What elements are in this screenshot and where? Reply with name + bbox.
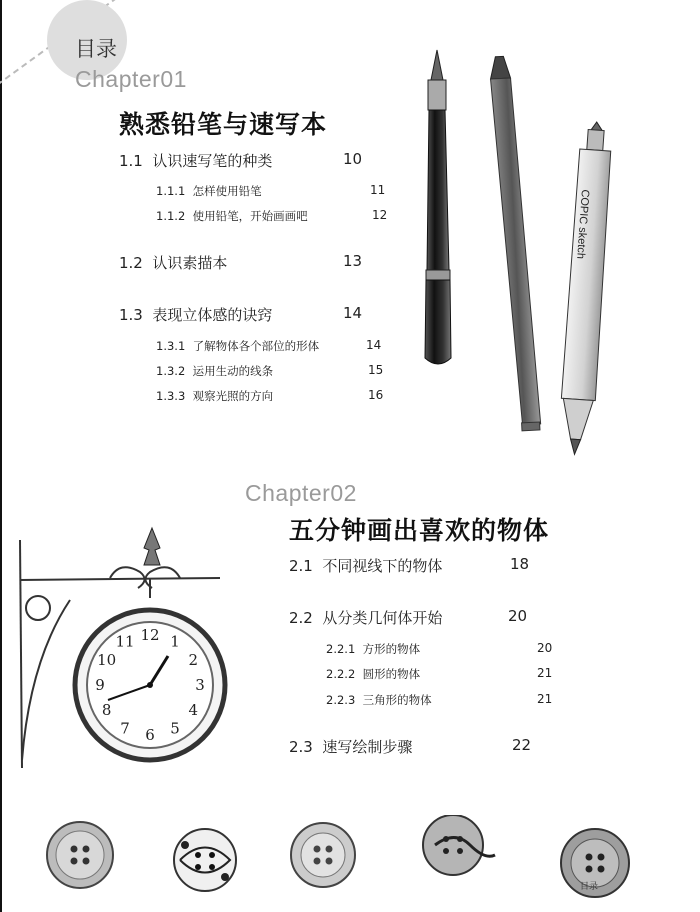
toc-page-2-2-1: 20	[537, 641, 553, 655]
clock-numeral: 9	[95, 676, 105, 694]
toc-page-1-3-2: 15	[368, 363, 384, 377]
chapter1-title: 熟悉铅笔与速写本	[119, 110, 328, 139]
toc-entry-2-2-2[interactable]: 2.2.2 圆形的物体	[326, 667, 421, 681]
fountain-pen-icon	[425, 50, 451, 364]
toc-entry-1-1-2[interactable]: 1.1.2 使用铅笔，开始画画吧	[156, 209, 308, 223]
toc-page-2-1: 18	[510, 555, 530, 573]
folio-label: 目录	[580, 882, 599, 892]
toc-entry-1-1-1[interactable]: 1.1.1 怎样使用铅笔	[156, 184, 262, 198]
clock-numeral: 12	[140, 626, 160, 644]
toc-entry-1-3[interactable]: 1.3 表现立体感的诀窍	[119, 306, 273, 324]
clock-numeral: 4	[188, 701, 199, 719]
toc-page-2-2: 20	[508, 607, 528, 625]
marker-label: COPIC sketch	[574, 188, 591, 260]
toc-page-1-3-3: 16	[368, 388, 384, 402]
toc-entry-1-3-2[interactable]: 1.3.2 运用生动的线条	[156, 364, 274, 378]
toc-entry-1-1[interactable]: 1.1 认识速写笔的种类	[119, 152, 273, 170]
toc-page-1-1-1: 11	[370, 183, 386, 197]
clock-numeral: 11	[115, 632, 135, 651]
clock-illustration	[10, 520, 250, 770]
chapter2-label: Chapter02	[245, 480, 357, 506]
toc-page-2-2-2: 21	[537, 666, 553, 680]
toc-entry-1-3-1[interactable]: 1.3.1 了解物体各个部位的形体	[156, 339, 320, 353]
toc-entry-2-2-3[interactable]: 2.2.3 三角形的物体	[326, 693, 432, 707]
button-2-icon	[174, 829, 236, 891]
toc-page-1-1-2: 12	[372, 208, 388, 222]
page-border	[0, 0, 2, 912]
clock-numeral: 3	[195, 676, 205, 694]
toc-entry-2-2[interactable]: 2.2 从分类几何体开始	[289, 609, 443, 627]
toc-page-1-2: 13	[343, 252, 363, 270]
toc-page-2-3: 22	[512, 736, 532, 754]
toc-entry-1-2[interactable]: 1.2 认识素描本	[119, 254, 228, 272]
clock-numeral: 10	[97, 651, 117, 669]
marker-icon	[558, 121, 615, 456]
toc-entry-1-3-3[interactable]: 1.3.3 观察光照的方向	[156, 389, 274, 403]
clock-numeral: 1	[170, 632, 180, 651]
toc-title: 目录	[75, 37, 117, 61]
clock-numeral: 6	[145, 726, 155, 744]
button-4-icon	[423, 815, 495, 875]
chapter2-title: 五分钟画出喜欢的物体	[289, 516, 550, 545]
clock-numeral: 5	[170, 719, 180, 738]
pencil-icon	[489, 55, 541, 431]
toc-entry-2-2-1[interactable]: 2.2.1 方形的物体	[326, 642, 421, 656]
toc-entry-2-3[interactable]: 2.3 速写绘制步骤	[289, 738, 413, 756]
toc-entry-2-1[interactable]: 2.1 不同视线下的物体	[289, 557, 443, 575]
pens-pencils-illustration	[415, 40, 625, 460]
button-1-icon	[47, 822, 113, 888]
finial-icon	[144, 528, 160, 565]
toc-page-1-3: 14	[343, 304, 363, 322]
clock-numeral: 7	[120, 719, 130, 738]
clock-numeral: 8	[101, 701, 112, 719]
toc-page-1-1: 10	[343, 150, 363, 168]
toc-page-1-3-1: 14	[366, 338, 382, 352]
button-3-icon	[291, 823, 355, 887]
toc-page-2-2-3: 21	[537, 692, 553, 706]
clock-numeral: 2	[188, 651, 199, 669]
chapter1-label: Chapter01	[75, 66, 187, 92]
